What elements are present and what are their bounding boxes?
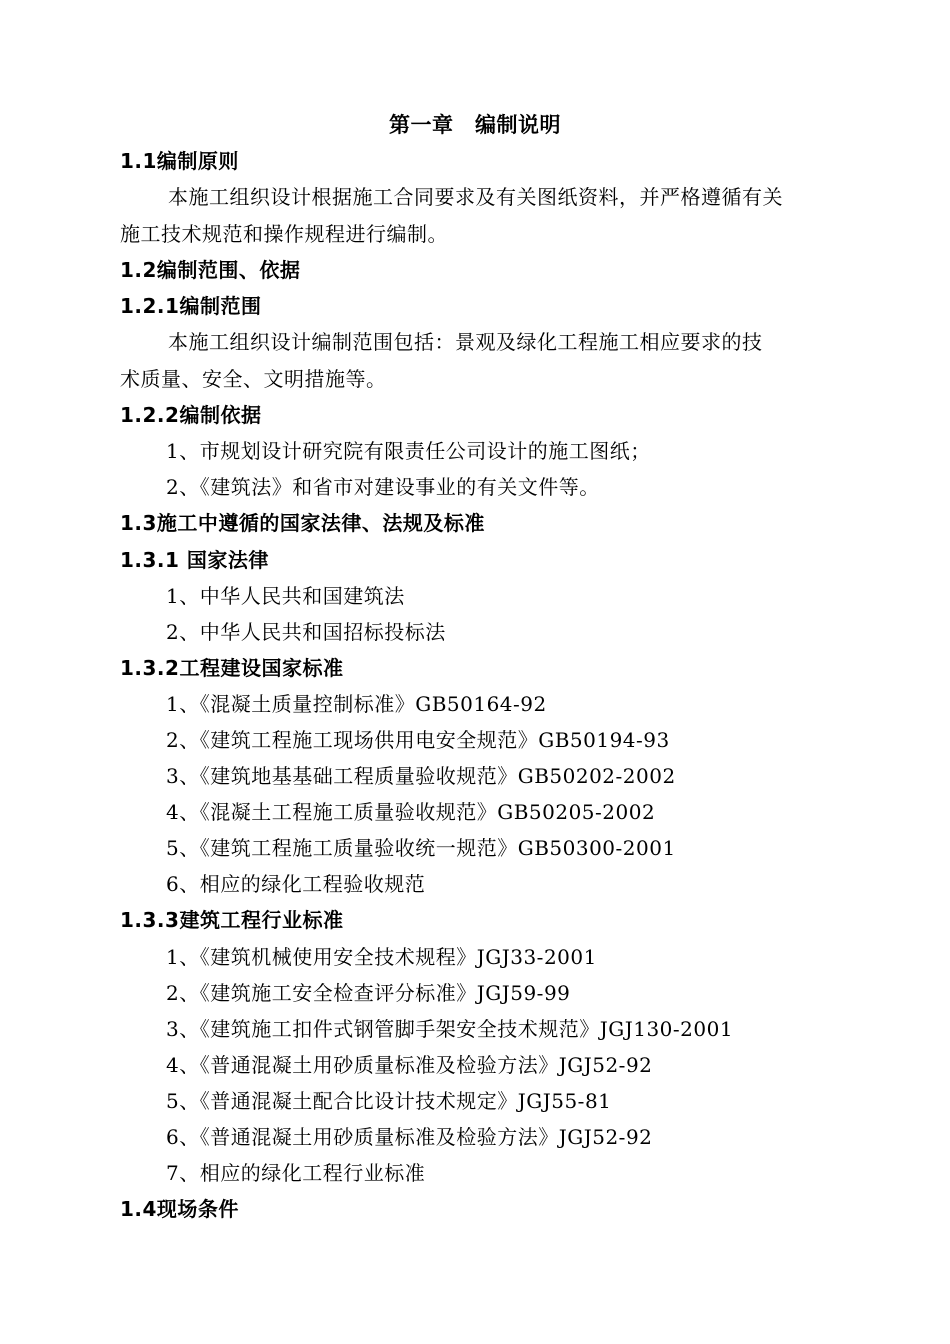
list-item: 2、《建筑施工安全检查评分标准》JGJ59-99	[166, 981, 571, 1005]
list-item: 2、《建筑法》和省市对建设事业的有关文件等。	[166, 475, 600, 499]
paragraph-line: 术质量、安全、文明措施等。	[120, 367, 387, 391]
list-item: 1、市规划设计研究院有限责任公司设计的施工图纸；	[166, 439, 651, 463]
section-heading-1-1: 1.1编制原则	[120, 149, 239, 173]
list-item: 4、《普通混凝土用砂质量标准及检验方法》JGJ52-92	[166, 1053, 653, 1077]
list-item: 5、《普通混凝土配合比设计技术规定》JGJ55-81	[166, 1089, 612, 1113]
section-heading-1-3-2: 1.3.2工程建设国家标准	[120, 656, 344, 680]
list-item: 1、《混凝土质量控制标准》GB50164-92	[166, 692, 547, 716]
section-heading-1-2-2: 1.2.2编制依据	[120, 403, 262, 427]
list-item: 1、《建筑机械使用安全技术规程》JGJ33-2001	[166, 945, 597, 969]
list-item: 2、中华人民共和国招标投标法	[166, 620, 446, 644]
list-item: 1、中华人民共和国建筑法	[166, 584, 405, 608]
list-item: 2、《建筑工程施工现场供用电安全规范》GB50194-93	[166, 728, 670, 752]
section-heading-1-3-3: 1.3.3建筑工程行业标准	[120, 908, 344, 932]
chapter-title: 第一章 编制说明	[389, 113, 561, 137]
list-item: 6、相应的绿化工程验收规范	[166, 872, 426, 896]
list-item: 3、《建筑施工扣件式钢管脚手架安全技术规范》JGJ130-2001	[166, 1017, 734, 1041]
list-item: 4、《混凝土工程施工质量验收规范》GB50205-2002	[166, 800, 656, 824]
list-item: 5、《建筑工程施工质量验收统一规范》GB50300-2001	[166, 836, 676, 860]
section-heading-1-4: 1.4现场条件	[120, 1197, 239, 1221]
paragraph-line: 施工技术规范和操作规程进行编制。	[120, 222, 448, 246]
section-heading-1-2: 1.2编制范围、依据	[120, 258, 301, 282]
paragraph-line: 本施工组织设计根据施工合同要求及有关图纸资料，并严格遵循有关	[168, 185, 783, 209]
section-heading-1-3-1: 1.3.1 国家法律	[120, 548, 269, 572]
list-item: 6、《普通混凝土用砂质量标准及检验方法》JGJ52-92	[166, 1125, 653, 1149]
section-heading-1-2-1: 1.2.1编制范围	[120, 294, 262, 318]
paragraph-line: 本施工组织设计编制范围包括：景观及绿化工程施工相应要求的技	[168, 330, 763, 354]
list-item: 3、《建筑地基基础工程质量验收规范》GB50202-2002	[166, 764, 676, 788]
section-heading-1-3: 1.3施工中遵循的国家法律、法规及标准	[120, 511, 485, 535]
list-item: 7、相应的绿化工程行业标准	[166, 1161, 426, 1185]
